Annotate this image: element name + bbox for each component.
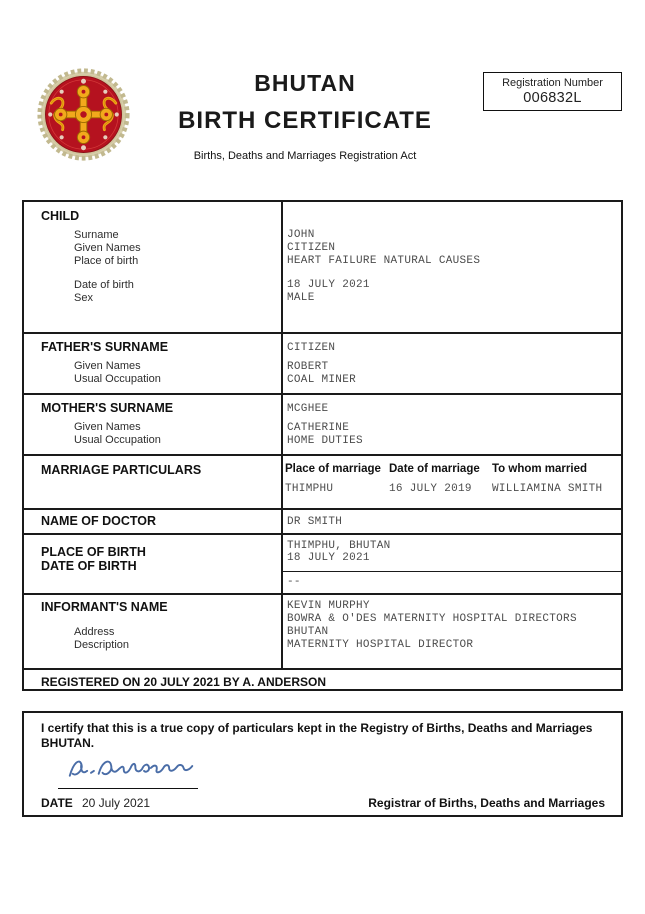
column-divider [281,595,283,668]
section-mother [24,393,621,454]
section-doctor [24,508,621,533]
section-title: DATE OF BIRTH [41,559,137,573]
act-line: Births, Deaths and Marriages Registration Act [193,150,417,162]
page-subtitle: BIRTH CERTIFICATE [178,107,432,134]
field-label: Place of birth [74,255,139,267]
section-title: NAME OF DOCTOR [41,514,157,528]
section-informant [24,593,621,668]
field-value: 18 JULY 2021 [287,552,370,564]
registered-line: REGISTERED ON 20 JULY 2021 BY A. ANDERSON [41,675,326,689]
field-value: CITIZEN [287,242,336,254]
section-title: MOTHER'S SURNAME [41,401,174,415]
section-title: MARRIAGE PARTICULARS [41,463,202,477]
column-divider [281,202,283,332]
date-value: 20 July 2021 [82,796,151,810]
marriage-col-header: Place of marriage [285,463,381,475]
field-label: Sex [74,292,93,304]
certification-box [22,711,623,817]
column-divider [281,510,283,533]
section-title: INFORMANT'S NAME [41,600,168,614]
field-value: -- [287,576,301,588]
field-label: Given Names [74,242,141,254]
field-value: 16 JULY 2019 [389,483,472,495]
registrar-signature [64,751,199,785]
bhutan-emblem [36,67,131,162]
section-birth [24,533,621,593]
section-title: CHILD [41,209,80,223]
signature-line [58,788,198,789]
field-value: DR SMITH [287,516,343,528]
column-divider [281,334,283,393]
marriage-col-header: Date of marriage [389,463,480,475]
section-child [24,202,621,332]
field-value: THIMPHU, BHUTAN [287,540,391,552]
date-label: DATE [41,796,73,810]
field-value: MALE [287,292,315,304]
field-value: JOHN [287,229,315,241]
field-label: Given Names [74,360,141,372]
certification-statement: I certify that this is a true copy of particulars kept in the Registry of Births, Deaths and Marriages BHUTAN. [41,721,593,750]
field-label: Usual Occupation [74,373,161,385]
header-title-block [140,70,470,162]
field-label: Address [74,626,115,638]
field-value: MCGHEE [287,403,329,415]
section-title: PLACE OF BIRTH [41,545,146,559]
field-value: HEART FAILURE NATURAL CAUSES [287,255,481,267]
field-value: CATHERINE [287,422,350,434]
field-label: Usual Occupation [74,434,161,446]
registration-number-box [483,72,622,111]
field-value: CITIZEN [287,342,336,354]
registration-number-label: Registration Number [502,77,603,89]
section-marriage [24,454,621,508]
marriage-col-header: To whom married [492,463,587,475]
field-label: Date of birth [74,279,134,291]
field-value: MATERNITY HOSPITAL DIRECTOR [287,639,474,651]
field-value: BOWRA & O'DES MATERNITY HOSPITAL DIRECTORS [287,613,577,625]
field-value: THIMPHU [285,483,334,495]
field-label: Surname [74,229,119,241]
field-label: Given Names [74,421,141,433]
section-registered [24,668,621,689]
page-title: BHUTAN [254,70,356,96]
registration-number-value: 006832L [523,90,582,106]
section-title: FATHER'S SURNAME [41,340,169,354]
field-value: WILLIAMINA SMITH [492,483,603,495]
field-value: HOME DUTIES [287,435,363,447]
column-divider [281,395,283,454]
field-value: COAL MINER [287,374,357,386]
birth-cell-divider [283,571,622,572]
field-value: KEVIN MURPHY [287,600,370,612]
field-label: Description [74,639,130,651]
field-value: ROBERT [287,361,329,373]
field-value: BHUTAN [287,626,329,638]
certificate-table [22,200,623,691]
field-value: 18 JULY 2021 [287,279,370,291]
column-divider [281,456,283,508]
column-divider [281,535,283,593]
section-father [24,332,621,393]
registrar-title: Registrar of Births, Deaths and Marriages [368,796,605,810]
